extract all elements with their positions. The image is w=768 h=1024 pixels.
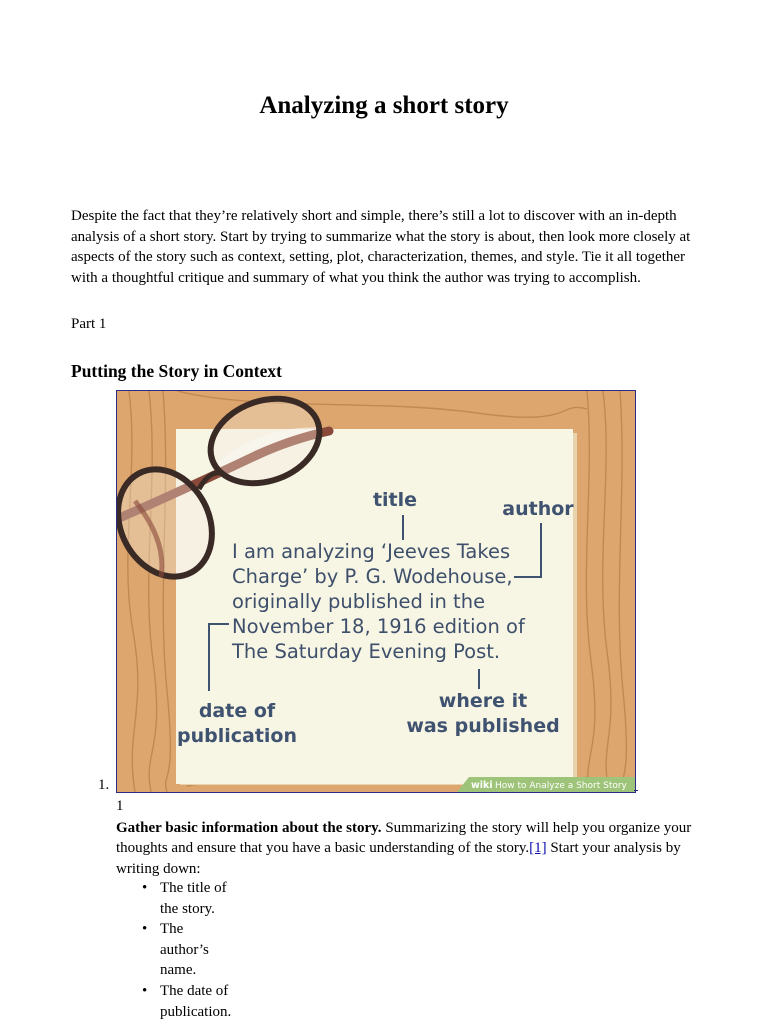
step-illustration (117, 391, 635, 792)
watermark-brand: wiki (471, 780, 493, 791)
bullet-item: • The author’s name. (116, 919, 231, 981)
label-author: author (502, 498, 574, 520)
label-date-line1: date of (198, 700, 276, 722)
step-text-before-ref: Summarizing the story will help you organize your thoughts and ensure that you have a basic understanding of the story. (116, 820, 692, 857)
label-where-line1: where it (438, 690, 528, 712)
sentence-line-3: originally published in the (232, 590, 486, 613)
sentence-line-4: November 18, 1916 edition of (232, 615, 525, 638)
watermark-text: How to Analyze a Short Story (495, 781, 627, 791)
step-list-number: 1. (98, 777, 110, 793)
sentence-line-5: The Saturday Evening Post. (232, 640, 501, 663)
label-where-line2: was published (406, 715, 560, 737)
step-bold-lead: Gather basic information about the story. (116, 820, 382, 836)
step-index: 1 (116, 798, 124, 814)
section-heading: Putting the Story in Context (71, 361, 282, 381)
info-bullet-list (116, 878, 231, 1022)
label-title: title (372, 489, 418, 511)
label-date-line2: publication (176, 725, 298, 747)
step-description (116, 818, 701, 879)
part-label: Part 1 (71, 316, 107, 332)
intro-paragraph: Despite the fact that they’re relatively short and simple, there’s still a lot to discover with an in-depth analysis of a short story. Start by trying to summarize what the story is about, then look more closely at aspects of the story such as context, setting, plot, characterization, themes, and style. Tie it all together with a thoughtful critique and summary of what you think the author was trying to accomplish. (71, 208, 691, 286)
sentence-line-2: Charge’ by P. G. Wodehouse, (232, 565, 513, 588)
step-figure-link[interactable] (116, 390, 636, 793)
figure-link-underline (634, 790, 638, 791)
step-text-after-ref: Start your analysis by writing down: (116, 840, 681, 877)
figure-sentence (231, 540, 526, 663)
bullet-item: • The title of the story. (116, 878, 231, 919)
page-title: Analyzing a short story (259, 92, 509, 119)
reference-link[interactable]: [1] (529, 840, 547, 857)
bullet-item: • The date of publication. (116, 981, 231, 1022)
sentence-line-1: I am analyzing ‘Jeeves Takes (232, 540, 511, 563)
